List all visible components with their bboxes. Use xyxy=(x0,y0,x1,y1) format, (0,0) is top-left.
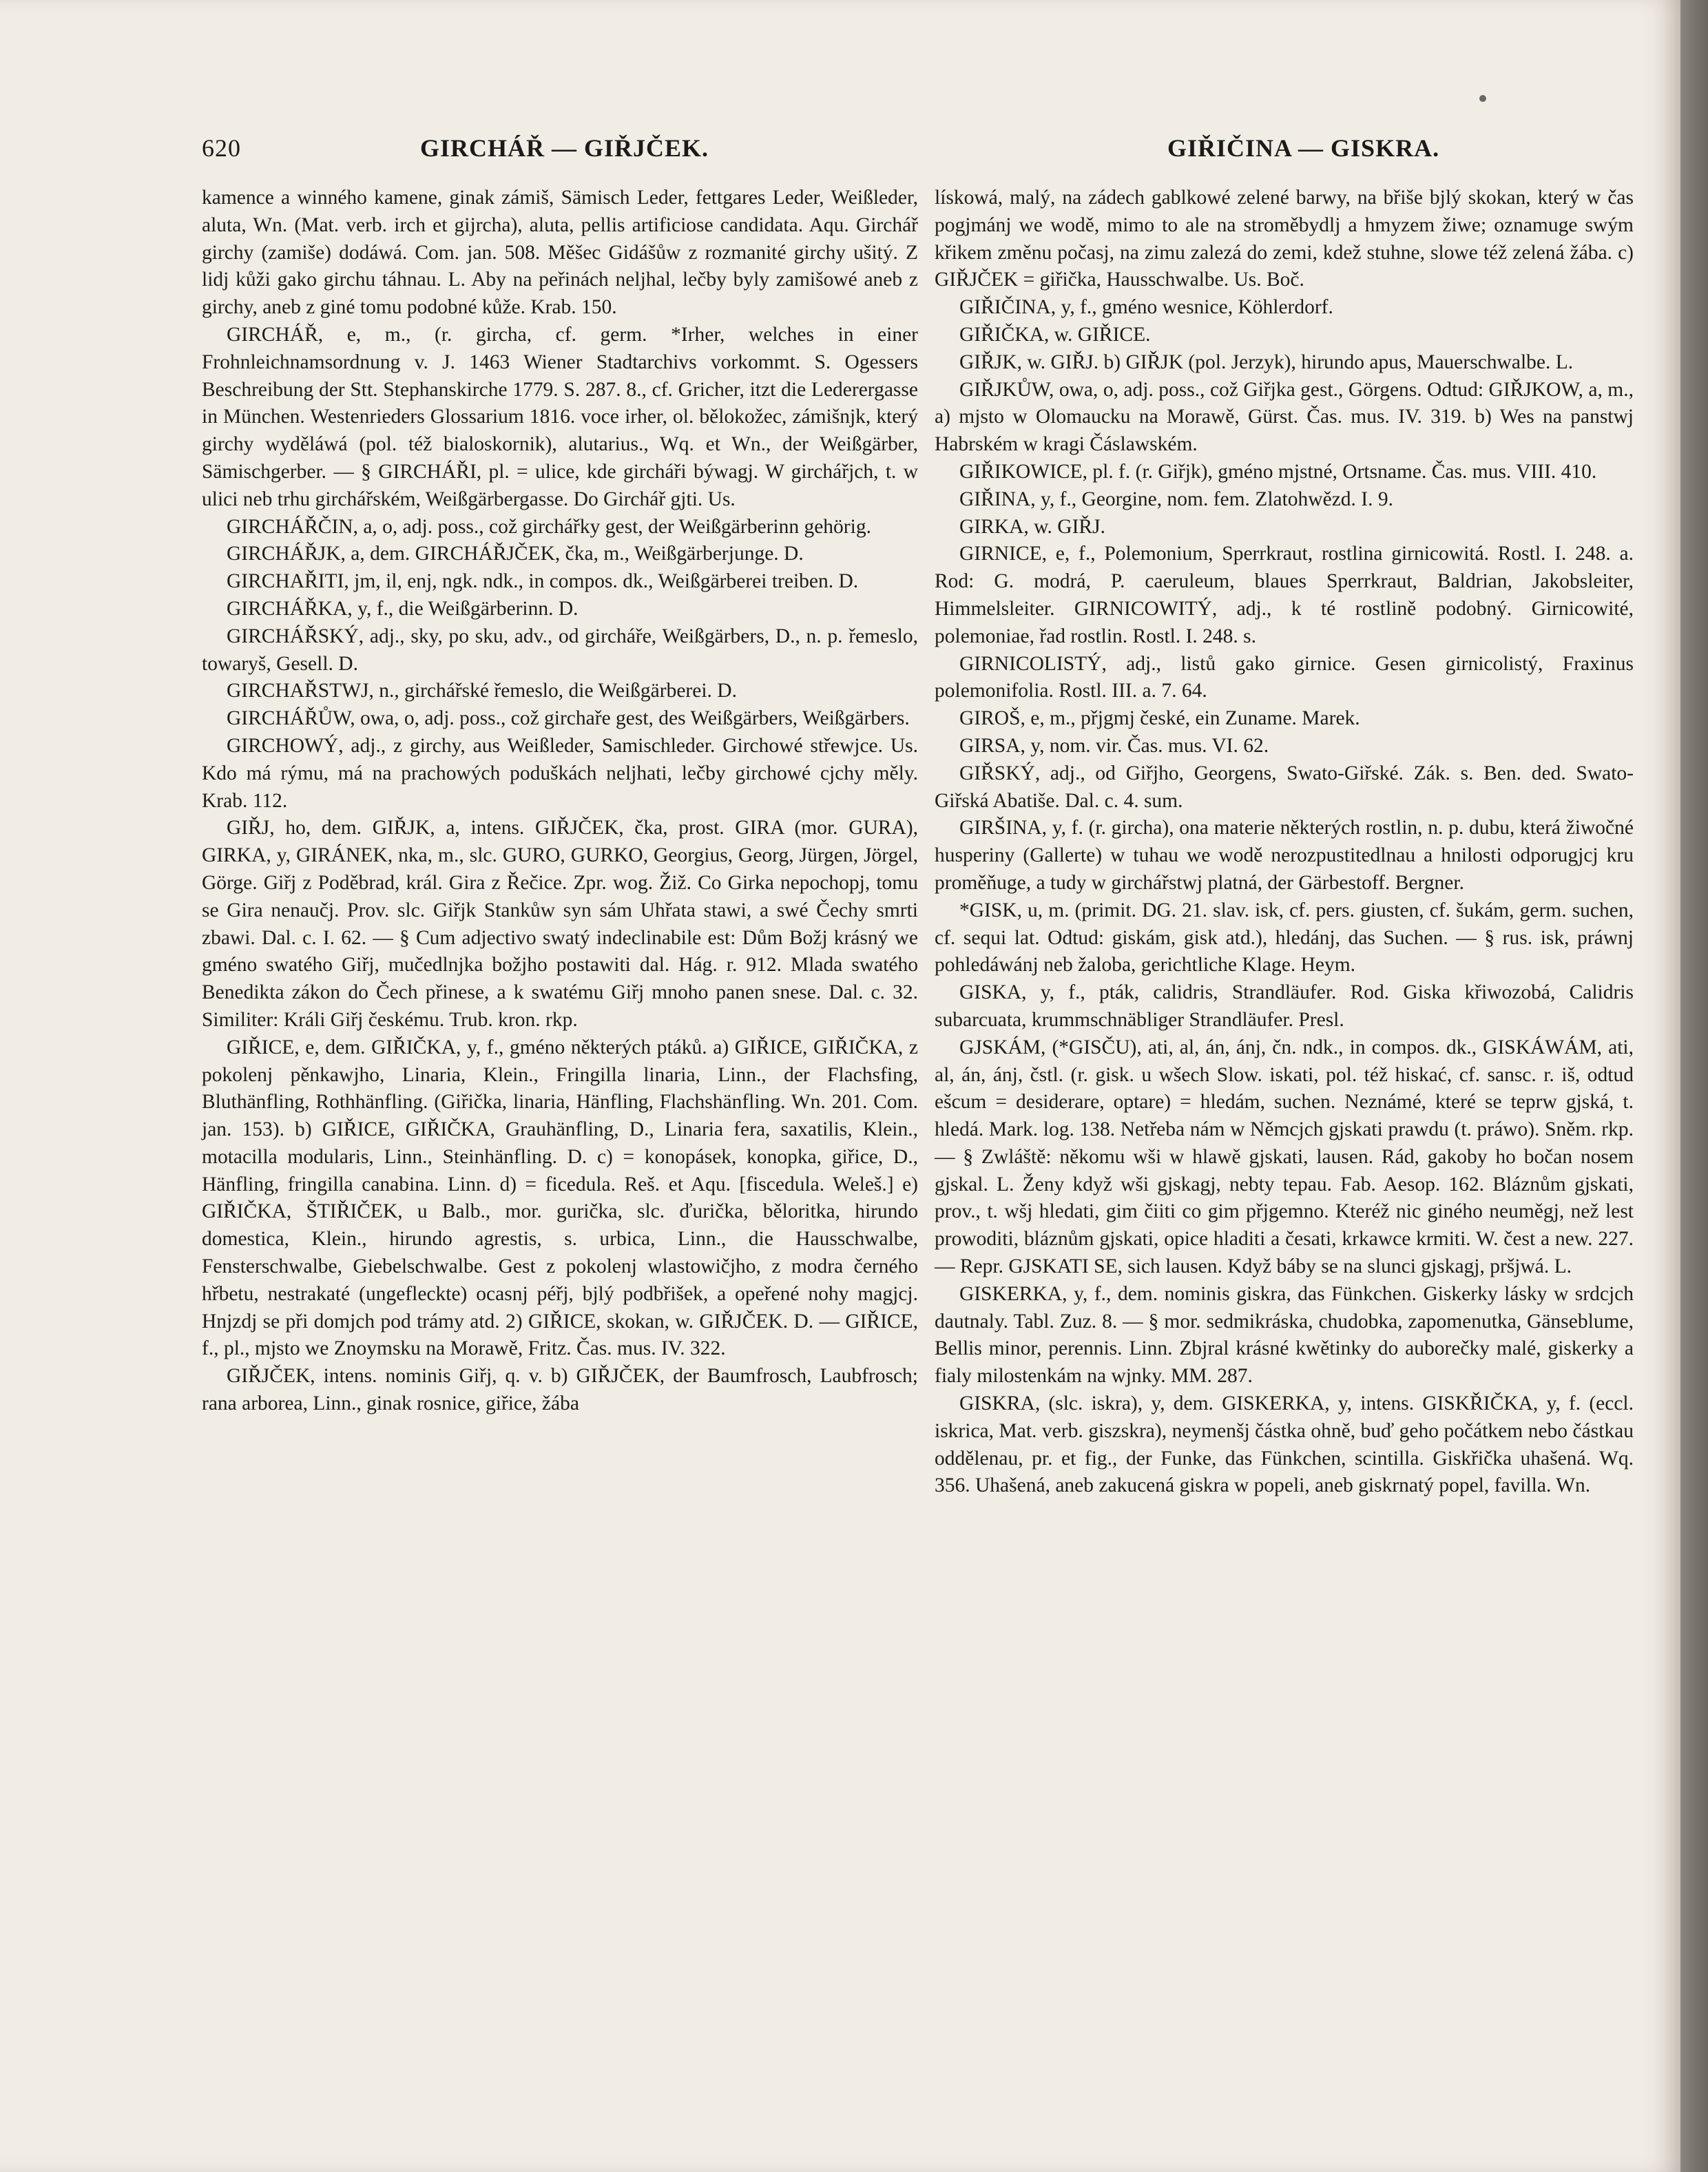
entry-paragraph: GIRCHÁŘSKÝ, adj., sky, po sku, adv., od gircháře, Weißgärbers, D., n. p. řemeslo, towaryš, Gesell. D. xyxy=(202,625,918,675)
entry-paragraph: GISKA, y, f., pták, calidris, Strandläufer. Rod. Giska křiwozobá, Calidris subarcuata, krummschnäbliger Strandläufer. Presl. xyxy=(935,981,1634,1031)
header-left-guide-words: GIRCHÁŘ — GIŘJČEK. xyxy=(420,134,709,162)
entry-paragraph: GJSKÁM, (*GISČU), ati, al, án, ánj, čn. ndk., in compos. dk., GISKÁWÁM, ati, al, án, ánj, čstl. (r. gisk. u wšech Slow. iskati, pol. též hiskać, cf. sansc. r. iš, odtud ešcum = desiderare, optare) = hledám, suchen. Neznámé, které se teprw gjská, t. hledá. Mark. log. 138. Netřeba nám w Němcjch gjskati prawdu (t. práwo). Sněm. rkp. — § Zwláště: někomu wši w hlawě gjskati, lausen. Rád, gakoby ho bočan nosem gjskal. L. Ženy když wši gjskagj, nebty tepau. Fab. Aesop. 162. Bláznům gjskati, prov., t. wšj hledati, gim čiiti co gim přjgemno. Kteréž nic giného neuměgj, než lest prowoditi, bláznům gjskati, opice hladiti a česati, krkawce krmiti. W. čest a new. 227. — Repr. GJSKATI SE, sich lausen. Když báby se na slunci gjskagj, pršjwá. L. xyxy=(935,1036,1634,1278)
entry-paragraph: GIŘJ, ho, dem. GIŘJK, a, intens. GIŘJČEK, čka, prost. GIRA (mor. GURA), GIRKA, y, GIRÁNEK, nka, m., slc. GURO, GURKO, Georgius, Georg, Jürgen, Jörgel, Görge. Giřj z Poděbrad, král. Gira z Řečice. Zpr. wog. Žiž. Co Girka nepochopj, tomu se Gira nenaučj. Prov. slc. Giřjk Stankůw syn sám Uhřata stawi, a swé Čechy smrti zbawi. Dal. c. I. 62. — § Cum adjectivo swatý indeclinabile est: Dům Božj krásný we gméno swatého Giřj, mučedlnjka božjho postawiti dal. Hág. r. 912. Mlada swatého Benedikta zákon do Čech přinese, a k swatému Giřj mnoho panen snese. Dal. c. 32. Similiter: Králi Giřj českému. Trub. kron. rkp. xyxy=(202,817,918,1031)
entry-paragraph: GIŘICE, e, dem. GIŘIČKA, y, f., gméno některých ptáků. a) GIŘICE, GIŘIČKA, z pokolenj pěnkawjho, Linaria, Klein., Fringilla linaria, Linn., der Flachsfing, Bluthänfling, Rothhänfling. (Giřička, linaria, Hänfling, Flachshänfling. Wn. 201. Com. jan. 153). b) GIŘICE, GIŘIČKA, Grauhänfling, D., Linaria fera, saxatilis, Klein., motacilla modularis, Linn., Steinhänfling. D. c) = konopásek, konopka, giřice, D., Hänfling, fringilla canabina. Linn. d) = ficedula. Reš. et Aqu. [fiscedula. Weleš.] e) GIŘIČKA, ŠTIŘIČEK, u Balb., mor. gurička, slc. ďurička, běloritka, hirundo domestica, Klein., hirundo agrestis, s. urbica, Linn., die Hausschwalbe, Fensterschwalbe, Giebelschwalbe. Gest z pokolenj wlastowičjho, z modra černého hřbetu, nestrakaté (ungefleckte) ocasnj péřj, bjlý podbřišek, a opeřené nohy magjcj. Hnjzdj se při domjch pod trámy atd. 2) GIŘICE, skokan, w. GIŘJČEK. D. — GIŘICE, f., pl., mjsto we Znoymsku na Morawě, Fritz. Čas. mus. IV. 322. xyxy=(202,1036,918,1360)
entry-paragraph: GIRCHÁŘŮW, owa, o, adj. poss., což girchaře gest, des Weißgärbers, Weißgärbers. xyxy=(227,707,910,730)
entry-paragraph: GIŘIČINA, y, f., gméno wesnice, Köhlerdorf. xyxy=(959,296,1333,319)
entry-paragraph: GIRNICE, e, f., Polemonium, Sperrkraut, rostlina girnicowitá. Rostl. I. 248. a. Rod: G. modrá, P. caeruleum, blaues Sperrkraut, Baldrian, Jakobsleiter, Himmelsleiter. GIRNICOWITÝ, adj., k té rostlině podobný. Girnicowité, polemoniae, řad rostlin. Rostl. I. 248. s. xyxy=(935,543,1634,647)
entry-paragraph: GIRCHÁŘČIN, a, o, adj. poss., což girchářky gest, der Weißgärberinn gehörig. xyxy=(227,515,871,538)
entry-paragraph: *GISK, u, m. (primit. DG. 21. slav. isk, cf. pers. giusten, cf. šukám, germ. suchen, cf. sequi lat. Odtud: giskám, gisk atd.), hledánj, das Suchen. — § rus. isk, práwnj pohledáwánj neb žaloba, gerichtliche Klage. Heym. xyxy=(935,899,1634,977)
entry-paragraph: GIŘSKÝ, adj., od Giřjho, Georgens, Swato-Giřské. Zák. s. Ben. ded. Swato-Giřská Abatiše. Dal. c. 4. sum. xyxy=(935,762,1634,812)
entry-paragraph: lískowá, malý, na zádech gablkowé zelené barwy, na břiše bjlý skokan, který w čas pogjmánj we wodě, mimo to ale na stroměbydlj a hmyzem žiwe; oznamuge swým křikem změnu počasj, na zimu zalezá do zemi, kdež stuhne, slowe též zelená žába. c) GIŘJČEK = giřička, Hausschwalbe. Us. Boč. xyxy=(935,187,1634,291)
book-gutter xyxy=(1680,0,1708,2172)
entry-paragraph: GIRCHAŘITI, jm, il, enj, ngk. ndk., in compos. dk., Weißgärberei treiben. D. xyxy=(227,570,859,593)
right-column xyxy=(935,185,1634,1500)
entry-paragraph: GIRCHOWÝ, adj., z girchy, aus Weißleder, Samischleder. Girchowé střewjce. Us. Kdo má rýmu, má na prachowých poduškách neljhati, lečby girchowé cjchy měly. Krab. 112. xyxy=(202,734,918,812)
entry-paragraph: GIRCHÁŘKA, y, f., die Weißgärberinn. D. xyxy=(227,597,579,620)
entry-paragraph: GIRCHAŘSTWJ, n., girchářské řemeslo, die Weißgärberei. D. xyxy=(227,680,737,702)
entry-paragraph: GISKERKA, y, f., dem. nominis giskra, das Fünkchen. Giskerky lásky w srdcjch dautnaly. Tabl. Zuz. 8. — § mor. sedmikráska, chudobka, zapomenutka, Gänseblume, Bellis minor, perennis. Linn. Zbjral krásné kwětinky do auborečky malé, giskerky a fialy milostenkám na wjnky. MM. 287. xyxy=(935,1282,1634,1388)
entry-paragraph: GIŘIČKA, w. GIŘICE. xyxy=(959,323,1151,346)
entry-paragraph: GIRCHÁŘJK, a, dem. GIRCHÁŘJČEK, čka, m., Weißgärberjunge. D. xyxy=(227,543,804,565)
entry-paragraph: GIROŠ, e, m., přjgmj české, ein Zuname. Marek. xyxy=(959,707,1360,730)
entry-paragraph: GIŘJKŮW, owa, o, adj. poss., což Giřjka gest., Görgens. Odtud: GIŘJKOW, a, m., a) mjsto w Olomaucku na Morawě, Gürst. Čas. mus. IV. 319. b) Wes na panstwj Habrském w kragi Čáslawském. xyxy=(935,378,1634,456)
entry-paragraph: GIŘIKOWICE, pl. f. (r. Giřjk), gméno mjstné, Ortsname. Čas. mus. VIII. 410. xyxy=(959,460,1597,483)
running-header xyxy=(0,134,1680,168)
entry-paragraph: GIŘJČEK, intens. nominis Giřj, q. v. b) GIŘJČEK, der Baumfrosch, Laubfrosch; rana arborea, Linn., ginak rosnice, giřice, žába xyxy=(202,1365,918,1415)
entry-paragraph: GIRCHÁŘ, e, m., (r. gircha, cf. germ. *Irher, welches in einer Frohnleichnamsordnung v. J. 1463 Wiener Stadtarchivs vorkommt. S. Ogessers Beschreibung der Stt. Stephanskirche 1779. S. 287. 8., cf. Gricher, itzt die Lederergasse in München. Westenrieders Glossarium 1816. voce irher, ol. bělokožec, zámišnjk, který girchy wyděláwá (pol. též bialoskornik), alutarius., Wq. et Wn., der Weißgärber, Sämischgerber. — § GIRCHÁŘI, pl. = ulice, kde gircháři býwagj. W girchářjch, t. w ulici neb trhu girchářském, Weißgärbergasse. Do Girchář gjti. Us. xyxy=(202,323,918,510)
left-column xyxy=(202,185,918,1418)
entry-paragraph: GIRKA, w. GIŘJ. xyxy=(959,515,1105,538)
entry-paragraph: GIŘINA, y, f., Georgine, nom. fem. Zlatohwězd. I. 9. xyxy=(959,488,1394,510)
entry-paragraph: kamence a winného kamene, ginak zámiš, Sämisch Leder, fettgares Leder, Weißleder, aluta, Wn. (Mat. verb. irch et gijrcha), aluta, pellis artificiose candidata. Aqu. Girchář girchy (zamiše) dodáwá. Com. jan. 508. Měšec Gidášůw z rozmanité girchy ušitý. Z lidj kůži gako girchu táhnau. L. Aby na peřinách neljhal, lečby byly zamišowé aneb z girchy, aneb z giné tomu podobné kůže. Krab. 150. xyxy=(202,187,918,319)
entry-paragraph: GIŘJK, w. GIŘJ. b) GIŘJK (pol. Jerzyk), hirundo apus, Mauerschwalbe. L. xyxy=(959,351,1574,373)
header-right-guide-words: GIŘIČINA — GISKRA. xyxy=(1167,134,1440,162)
entry-paragraph: GIRSA, y, nom. vir. Čas. mus. VI. 62. xyxy=(959,734,1269,757)
page-number: 620 xyxy=(202,134,241,162)
entry-paragraph: GISKRA, (slc. iskra), y, dem. GISKERKA, y, intens. GISKŘIČKA, y, f. (eccl. iskrica, Mat. verb. giszskra), neymenšj částka ohně, buď geho počátkem nebo částkau oddělenau, pr. et fig., der Funke, das Fünkchen, scintilla. Giskřička uhašená. Wq. 356. Uhašená, aneb zakucená giskra w popeli, aneb giskrnatý popel, favilla. Wn. xyxy=(935,1392,1634,1497)
ink-speck xyxy=(1479,95,1486,102)
entry-paragraph: GIRŠINA, y, f. (r. gircha), ona materie některých rostlin, n. p. dubu, která žiwočné husperiny (Gallerte) w tuhau we wodě nerozpustitedlnau a hnilosti odporugjcj kru proměňuge, a tudy w girchářstwj platná, der Gärbestoff. Bergner. xyxy=(935,817,1634,894)
entry-paragraph: GIRNICOLISTÝ, adj., listů gako girnice. Gesen girnicolistý, Fraxinus polemonifolia. Rostl. III. a. 7. 64. xyxy=(935,652,1634,702)
